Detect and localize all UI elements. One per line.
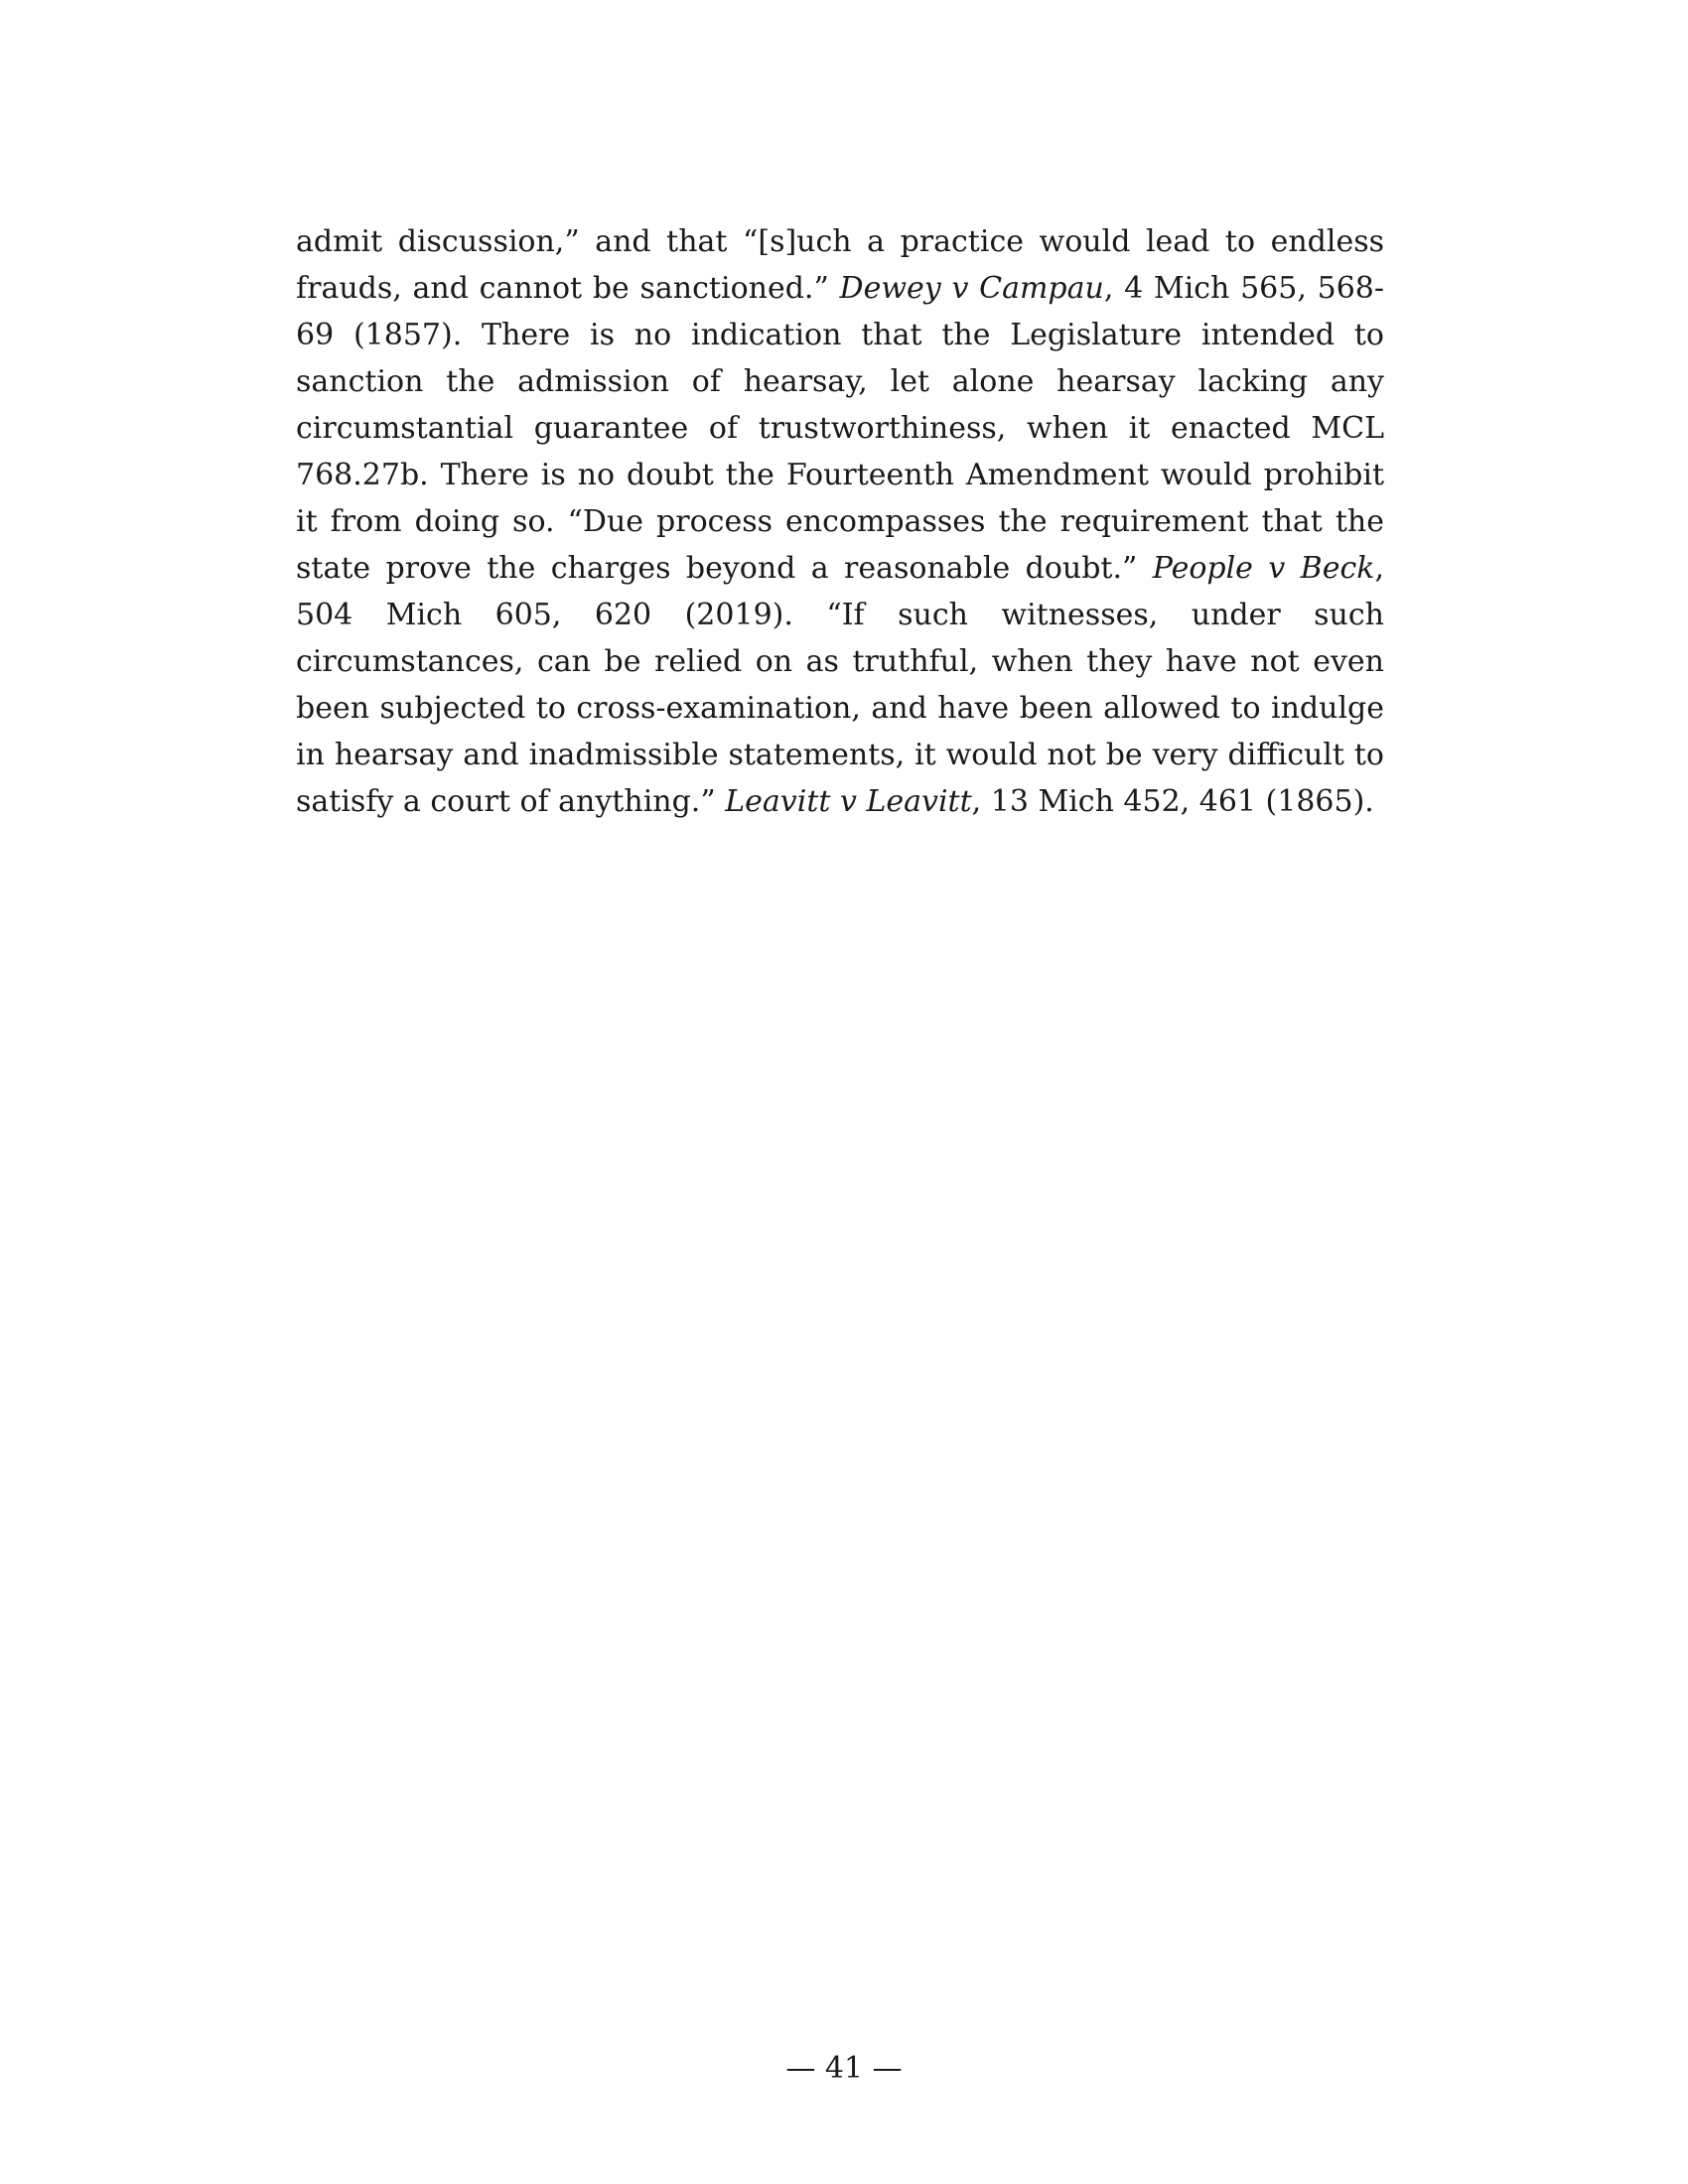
case-citation-leavitt-v-leavitt: Leavitt v Leavitt (725, 784, 972, 819)
body-paragraph (296, 218, 1384, 825)
paragraph-run: , 4 Mich 565, 568-69 (1857). There is no indication that the Legislature intended to sanction the admission of hearsay, let alone hearsay lacking any circumstantial guarantee of trustworthiness, when it enacted MCL 768.27b. There is no doubt the Fourteenth Amendment would prohibit it from doing so. “Due process encompasses the requirement that the state prove the charges beyond a reasonable doubt.” (296, 271, 1384, 586)
case-citation-people-v-beck: People v Beck (1152, 551, 1375, 586)
page-number: — 41 — (785, 2051, 903, 2086)
paragraph-run: admit discussion,” and that “[s]uch a practice would lead to endless frauds, and cannot be sanctioned.” (296, 224, 1384, 306)
paragraph-run: , 13 Mich 452, 461 (1865). (971, 784, 1374, 819)
case-citation-dewey-v-campau: Dewey v Campau (839, 271, 1104, 306)
paragraph-run: , 504 Mich 605, 620 (2019). “If such witnesses, under such circumstances, can be relied on as truthful, when they have not even been subjected to cross-examination, and have been allowed to indulge in hearsay and inadmissible statements, it would not be very difficult to satisfy a court of anything.” (296, 551, 1385, 819)
